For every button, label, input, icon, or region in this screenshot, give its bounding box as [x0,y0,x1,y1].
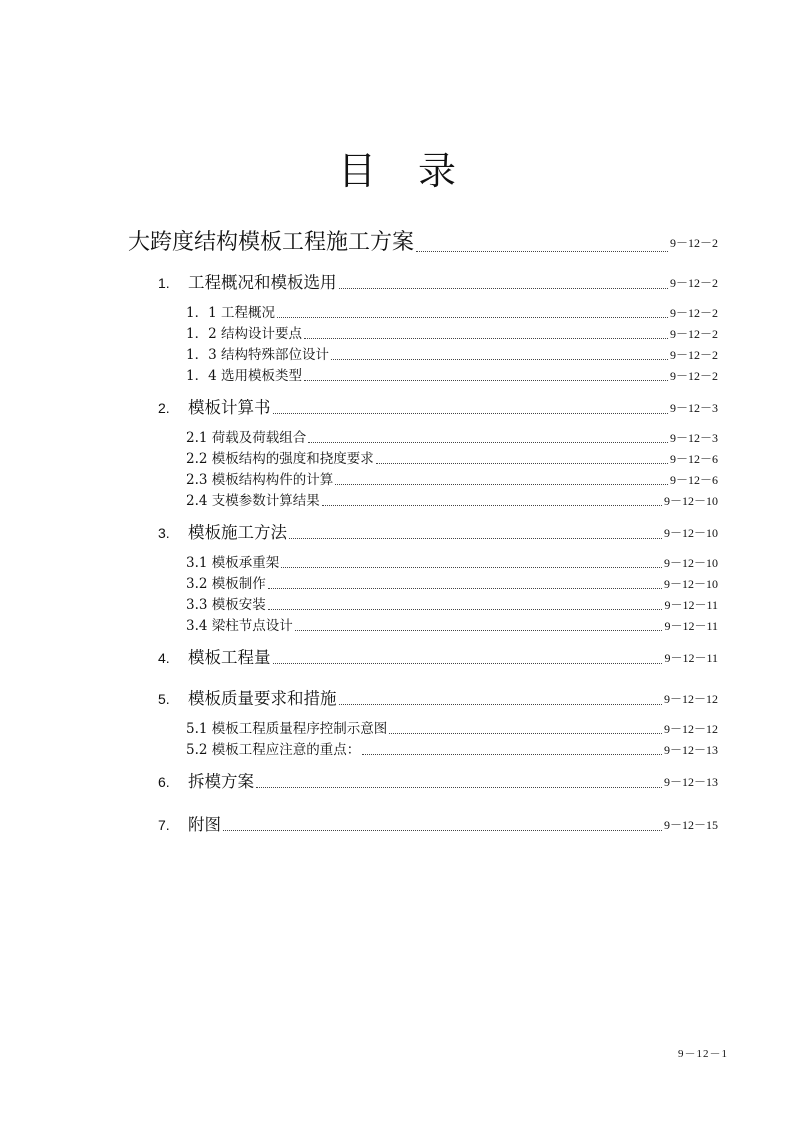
toc-section-1[interactable] [158,273,718,293]
toc-entry-label: 工程概况和模板选用 [188,273,337,292]
toc-subsection[interactable] [186,472,718,489]
section-number: 5. [158,691,170,707]
toc-subsection[interactable] [186,347,718,364]
section-number: 1. [158,275,170,291]
dot-leader [295,630,663,631]
section-number: 2. [158,400,170,416]
toc-entry-label: 模板计算书 [188,398,271,417]
toc-section-6[interactable] [158,772,718,792]
toc-entry-label: 2.3 模板结构构件的计算 [186,472,334,488]
dot-leader [273,413,668,414]
dot-leader [362,754,662,755]
toc-entry-label: 拆模方案 [188,772,254,791]
toc-page-number: 9－12－12 [663,692,718,706]
toc-entry-label: 模板施工方法 [188,523,287,542]
toc-page-number: 9－12－2 [669,236,718,250]
dot-leader [304,380,668,381]
toc-section-4[interactable] [158,648,718,668]
section-number: 7. [158,817,170,833]
toc-subsection[interactable] [186,430,718,447]
toc-entry-label: 3.4 梁柱节点设计 [186,618,293,634]
dot-leader [304,338,668,339]
toc-entry-label: 2.2 模板结构的强度和挠度要求 [186,451,374,467]
toc-subsection[interactable] [186,618,718,635]
toc-entry-label: 3.1 模板承重架 [186,555,280,571]
footer-page-number: 9－12－1 [678,1048,728,1060]
toc-entry-label: 附图 [188,815,221,834]
dot-leader [376,463,668,464]
toc-page-number: 9－12－2 [669,369,718,383]
dot-leader [339,704,662,705]
toc-entry-label: 模板质量要求和措施 [188,689,337,708]
dot-leader [331,359,668,360]
toc-section-7[interactable] [158,815,718,835]
toc-subsection[interactable] [186,742,718,759]
toc-page-number: 9－12－2 [669,276,718,290]
toc-subsection[interactable] [186,576,718,593]
toc-subsection[interactable] [186,721,718,738]
section-number: 4. [158,650,170,666]
toc-page-number: 9－12－10 [663,577,718,591]
toc-page-number: 9－12－13 [663,743,718,757]
toc-subsection[interactable] [186,493,718,510]
dot-leader [335,484,668,485]
toc-entry-label: 2.4 支模参数计算结果 [186,493,320,509]
toc-subsection[interactable] [186,597,718,614]
dot-leader [256,787,662,788]
toc-section-2[interactable] [158,398,718,418]
toc-entry-label: 3.2 模板制作 [186,576,266,592]
toc-entry-label: 5.2 模板工程应注意的重点： [186,742,361,758]
toc-page-number: 9－12－11 [664,598,718,612]
toc-page-number: 9－12－2 [669,348,718,362]
dot-leader [389,733,662,734]
page-title: 目录 [337,149,498,193]
dot-leader [281,567,662,568]
toc-page-number: 9－12－15 [663,818,718,832]
toc-subsection[interactable] [186,368,718,385]
toc-page-number: 9－12－10 [663,556,718,570]
dot-leader [339,288,668,289]
toc-page-number: 9－12－10 [663,494,718,508]
dot-leader [223,830,662,831]
toc-page-number: 9－12－13 [663,775,718,789]
toc-page-number: 9－12－6 [669,473,718,487]
toc-main-entry[interactable] [128,230,718,256]
toc-page-number: 9－12－6 [669,452,718,466]
toc-page-number: 9－12－2 [669,327,718,341]
dot-leader [273,663,663,664]
dot-leader [289,538,662,539]
toc-entry-label: 模板工程量 [188,648,271,667]
toc-entry-label: 2.1 荷载及荷载组合 [186,430,307,446]
toc-subsection[interactable] [186,305,718,322]
dot-leader [268,609,663,610]
toc-section-3[interactable] [158,523,718,543]
toc-entry-label: 1．4 选用模板类型 [186,368,302,384]
toc-subsection[interactable] [186,451,718,468]
toc-entry-label: 1．1 工程概况 [186,305,275,321]
toc-page-number: 9－12－12 [663,722,718,736]
toc-page-number: 9－12－11 [664,651,718,665]
toc-page-number: 9－12－10 [663,526,718,540]
toc-page-number: 9－12－3 [669,401,718,415]
toc-entry-label: 大跨度结构模板工程施工方案 [128,230,415,255]
toc-subsection[interactable] [186,555,718,572]
toc-page-number: 9－12－3 [669,431,718,445]
toc-subsection[interactable] [186,326,718,343]
toc-entry-label: 3.3 模板安装 [186,597,266,613]
toc-entry-label: 5.1 模板工程质量程序控制示意图 [186,721,388,737]
toc-entry-label: 1．3 结构特殊部位设计 [186,347,329,363]
dot-leader [322,505,662,506]
toc-section-5[interactable] [158,689,718,709]
dot-leader [277,317,668,318]
dot-leader [268,588,662,589]
toc-page-number: 9－12－11 [664,619,718,633]
section-number: 3. [158,525,170,541]
section-number: 6. [158,774,170,790]
toc-entry-label: 1．2 结构设计要点 [186,326,302,342]
dot-leader [308,442,668,443]
dot-leader [416,251,668,252]
toc-page-number: 9－12－2 [669,306,718,320]
